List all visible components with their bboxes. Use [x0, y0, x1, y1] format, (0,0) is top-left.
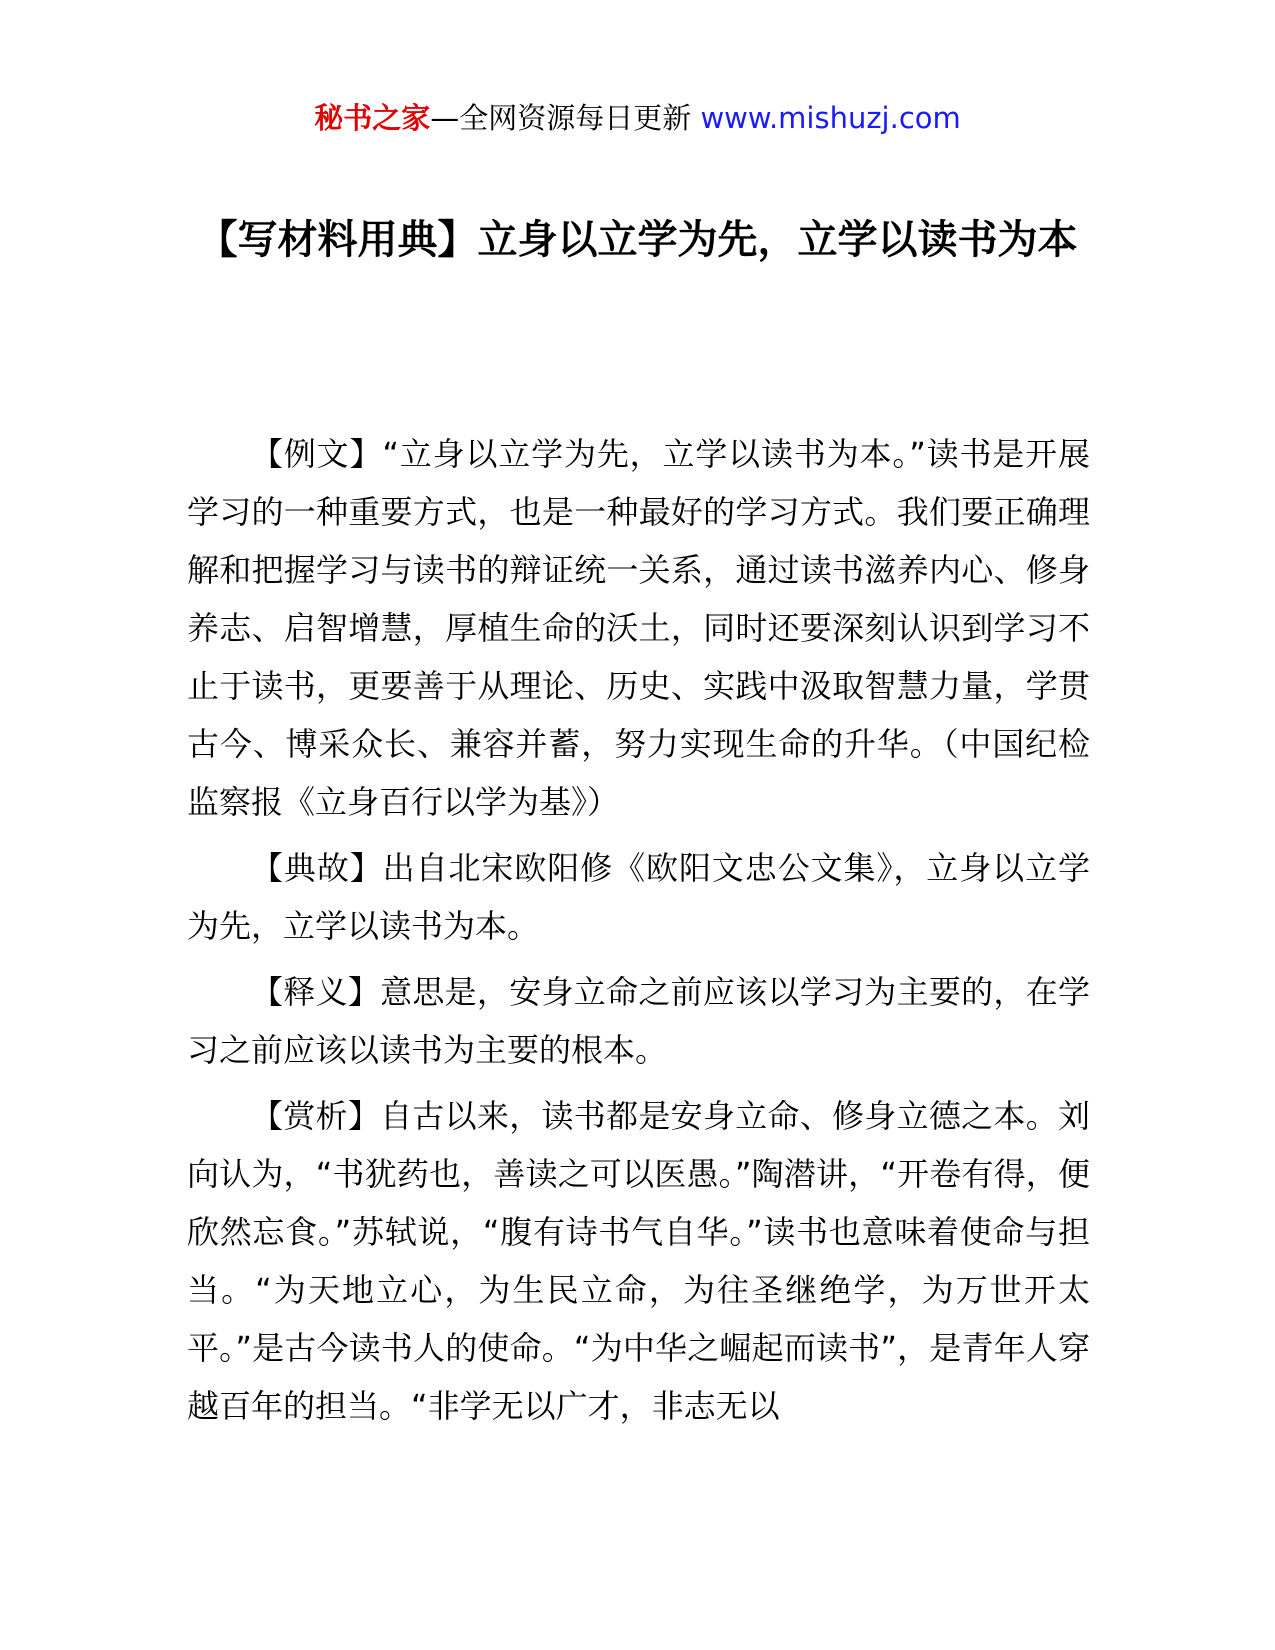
header-tagline: —全网资源每日更新	[430, 101, 692, 135]
site-header	[0, 98, 1275, 138]
document-body	[187, 425, 1090, 1443]
paragraph-appreciation: 【赏析】自古以来，读书都是安身立命、修身立德之本。刘向认为，“书犹药也，善读之可以医愚。”陶潜讲，“开卷有得，便欣然忘食。”苏轼说，“腹有诗书气自华。”读书也意味着使命与担当。“为天地立心，为生民立命，为往圣继绝学，为万世开太平。”是古今读书人的使命。“为中华之崛起而读书”，是青年人穿越百年的担当。“非学无以广才，非志无以	[187, 1097, 1090, 1425]
document-title: 【写材料用典】立身以立学为先，立学以读书为本	[197, 217, 1078, 263]
site-url[interactable]: www.mishuzj.com	[700, 101, 961, 135]
paragraph-meaning: 【释义】意思是，安身立命之前应该以学习为主要的，在学习之前应该以读书为主要的根本。	[187, 973, 1090, 1069]
paragraph-example: 【例文】“立身以立学为先，立学以读书为本。”读书是开展学习的一种重要方式，也是一种最好的学习方式。我们要正确理解和把握学习与读书的辩证统一关系，通过读书滋养内心、修身养志、启智增慧，厚植生命的沃土，同时还要深刻认识到学习不止于读书，更要善于从理论、历史、实践中汲取智慧力量，学贯古今、博采众长、兼容并蓄，努力实现生命的升华。（中国纪检监察报《立身百行以学为基》）	[187, 435, 1090, 821]
paragraph-allusion: 【典故】出自北宋欧阳修《欧阳文忠公文集》，立身以立学为先，立学以读书为本。	[187, 849, 1090, 945]
brand-name: 秘书之家	[314, 101, 431, 135]
